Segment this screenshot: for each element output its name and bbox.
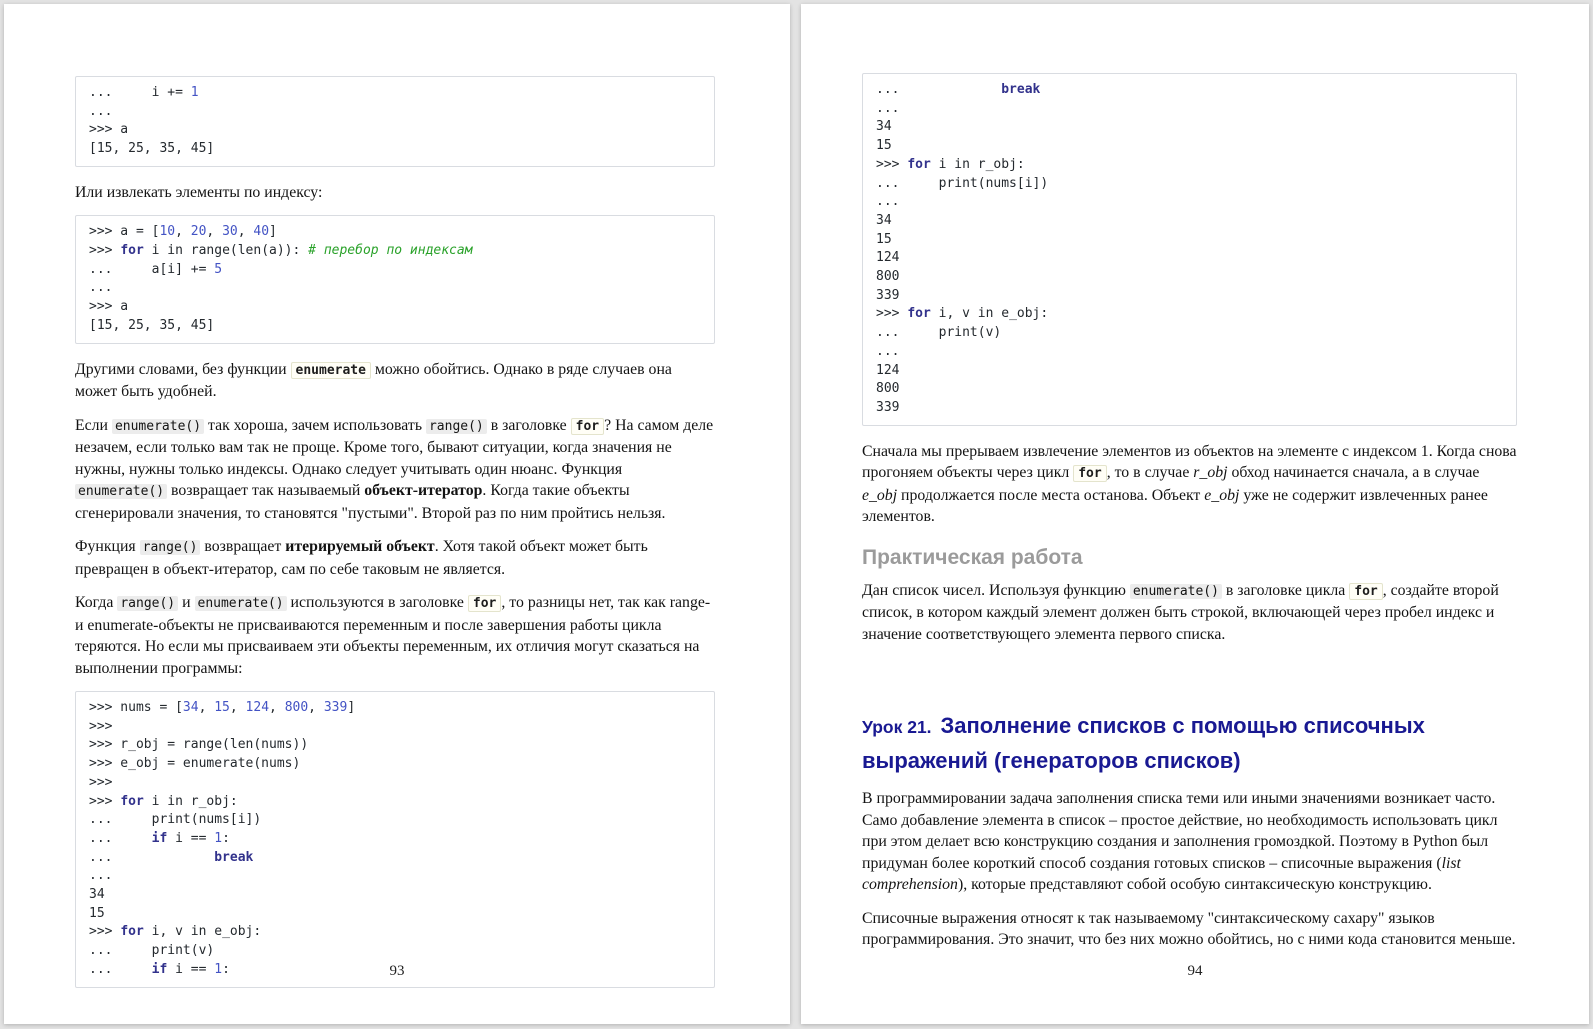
code-number: 1 xyxy=(214,830,223,846)
inline-code-chip: enumerate() xyxy=(112,419,204,434)
code-keyword: for xyxy=(120,243,144,259)
code-number: 1 xyxy=(214,961,223,977)
page-number-93: 93 xyxy=(389,963,405,979)
inline-keyword-chip: for xyxy=(571,418,604,435)
page-number-94: 94 xyxy=(1187,963,1203,979)
inline-code-chip: enumerate() xyxy=(195,596,287,611)
code-keyword: for xyxy=(120,924,144,940)
practice-work-heading: Практическая работа xyxy=(862,545,1083,569)
code-number: 34 xyxy=(182,700,199,716)
code-block-range-index-loop: >>> a = [10, 20, 30, 40] >>> for i in range(len(a)): # перебор по индексам ... a[i] += 5 ... >>> a [15, 25, 35, 45] xyxy=(75,215,715,343)
inline-emphasis: объект-итератор xyxy=(364,482,483,500)
book-page-93 xyxy=(4,4,790,1024)
code-number: 15 xyxy=(214,700,230,716)
code-number: 339 xyxy=(323,700,348,716)
inline-emphasis: итерируемый объект xyxy=(285,538,435,556)
code-number: 124 xyxy=(245,700,270,716)
inline-emphasis: e_obj xyxy=(862,486,898,504)
code-number: 10 xyxy=(159,224,176,240)
code-block-nums-robj-eobj: >>> nums = [34, 15, 124, 800, 339] >>> >>> r_obj = range(len(nums)) >>> e_obj = enumerate(nums) >>> >>> for i in r_obj: ... print(nums[i]) ... if i == 1: ... break ... 34 15 >>> for i, v in e_obj: ... print(v) ... if i == 1: xyxy=(75,691,715,988)
code-block-break-continuation: ... break ... 34 15 >>> for i in r_obj: ... print(nums[i]) ... 34 15 124 800 339 >>> for i, v in e_obj: ... print(v) ... 124 800 339 xyxy=(862,73,1517,426)
inline-keyword-chip: for xyxy=(1349,583,1382,600)
code-number: 800 xyxy=(284,700,309,716)
inline-code-chip: range() xyxy=(140,540,201,555)
paragraph-enumerate-vs-range: Если enumerate() так хороша, зачем использовать range() в заголовке for ? На самом деле незачем, если только вам так не проще. Кроме того, бывают ситуации, когда значения не нужны, нужны только индексы. Однако следует учитывать один нюанс. Функция enumerate() возвращает так называемый объект-итератор. Когда такие объекты сгенерировали значения, то становятся "пустыми". Второй раз по ним пройтись нельзя. xyxy=(75,416,714,522)
inline-code-chip: enumerate() xyxy=(1130,584,1222,599)
code-number: 5 xyxy=(214,261,223,277)
lesson-21-heading xyxy=(862,707,1517,776)
code-number: 40 xyxy=(253,224,270,240)
inline-code-chip: range() xyxy=(117,596,178,611)
inline-keyword-chip: for xyxy=(1073,465,1106,482)
code-block-loop-while-result: ... i += 1 ... >>> a [15, 25, 35, 45] xyxy=(75,76,715,167)
paragraph-enumerate-optional: Другими словами, без функции enumerate можно обойтись. Однако в ряде случаев она может быть удобней. xyxy=(75,360,672,401)
paragraph-index-intro: Или извлекать элементы по индексу: xyxy=(75,183,323,201)
code-keyword: break xyxy=(214,849,254,865)
lesson-number-prefix: Урок 21. xyxy=(862,717,932,738)
lesson-title: Заполнение списков с помощью списочных выражений (генераторов списков) xyxy=(862,713,1425,774)
code-number: 20 xyxy=(190,224,207,240)
code-comment: # перебор по индексам xyxy=(308,243,473,259)
paragraph-practice-task: Дан список чисел. Используя функцию enumerate() в заголовке цикла for , создайте второй список, в котором каждый элемент должен быть строкой, включающей через пробел индекс и значение соответствующего элемента первого списка. xyxy=(862,581,1499,643)
paragraph-syntactic-sugar: Списочные выражения относят к так называемому "синтаксическому сахару" языков программирования. Это значит, что без них можно обойтись, но с ними кода становится меньше. xyxy=(862,909,1516,949)
inline-keyword-chip: for xyxy=(468,595,501,612)
code-keyword: if xyxy=(151,830,168,846)
inline-emphasis: r_obj xyxy=(1193,464,1228,482)
code-keyword: break xyxy=(1001,82,1041,97)
paragraph-objects-assigned: Когда range() и enumerate() используются в заголовке for , то разницы нет, так как range- и enumerate-объекты не присваиваются переменным и после завершения работы цикла теряются. Но если мы присваиваем эти объекты переменным, их отличия могут сказаться на выполнении программы: xyxy=(75,594,711,677)
code-keyword: if xyxy=(151,961,168,977)
inline-code-chip: enumerate() xyxy=(75,484,167,499)
code-keyword: for xyxy=(907,156,931,172)
paragraph-iterator-explanation: Сначала мы прерываем извлечение элементов из объектов на элементе с индексом 1. Когда снова прогоняем объекты через цикл for , то в случае r_obj обход начинается сначала, а в случае e_obj продолжается после места останова. Объект e_obj уже не содержит извлеченных ранее элементов. xyxy=(862,442,1517,526)
paragraph-list-filling-intro: В программировании задача заполнения списка теми или иными значениями возникает часто. Само добавление элемента в список – простое действие, но необходимость использовать цикл при этом делает всю конструкцию создания и заполнения громоздкой. Поэтому в Python был придуман более короткий способ создания готовых списков – списочные выражения (list comprehension), которые представляют собой особую синтаксическую конструкцию. xyxy=(862,790,1498,894)
inline-keyword-chip: enumerate xyxy=(291,362,371,379)
paragraph-range-iterable: Функция range() возвращает итерируемый объект. Хотя такой объект может быть превращен в объект-итератор, сам по себе таковым не является. xyxy=(75,538,648,578)
code-keyword: for xyxy=(120,793,144,809)
inline-code-chip: range() xyxy=(426,419,487,434)
inline-emphasis: list comprehension xyxy=(862,854,1461,894)
code-number: 30 xyxy=(222,224,238,240)
inline-emphasis: e_obj xyxy=(1204,486,1240,504)
code-number: 1 xyxy=(190,85,199,100)
code-keyword: for xyxy=(907,306,931,322)
book-page-94 xyxy=(801,4,1589,1024)
